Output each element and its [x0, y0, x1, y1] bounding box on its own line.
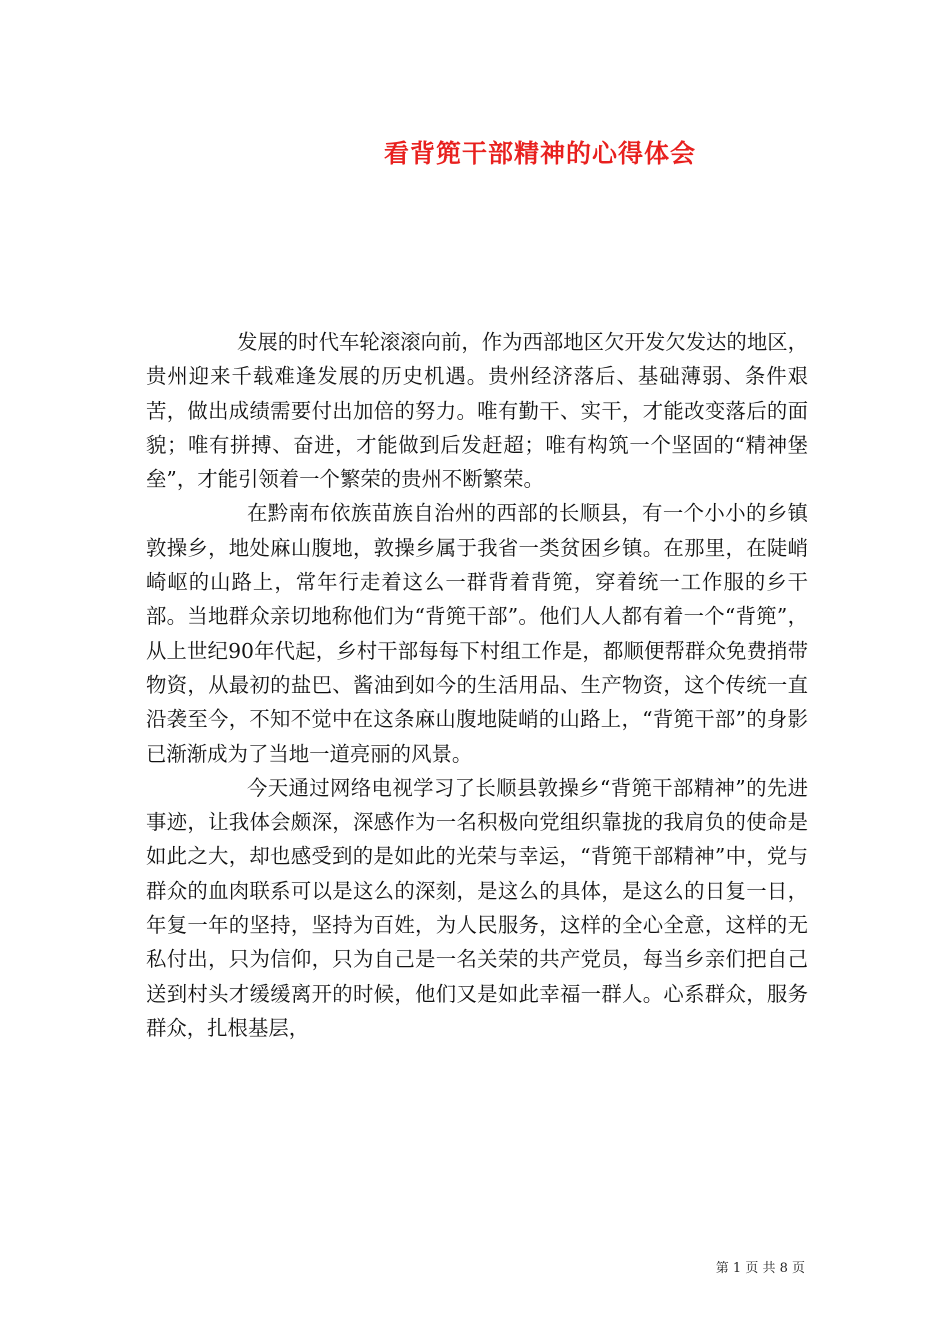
- paragraph-3: 今天通过网络电视学习了长顺县敦操乡“背篼干部精神”的先进事迹，让我体会颇深，深感作为一名积极向党组织靠拢的我肩负的使命是如此之大，却也感受到的是如此的光荣与幸运，“背篼干部精神”中，党与群众的血肉联系可以是这么的深刻，是这么的具体，是这么的日复一日，年复一年的坚持，坚持为百姓，为人民服务，这样的全心全意，这样的无私付出，只为信仰，只为自己是一名关荣的共产党员，每当乡亲们把自己送到村头才缓缓离开的时候，他们又是如此幸福一群人。心系群众，服务群众，扎根基层，: [146, 775, 808, 1040]
- document-title: 看背篼干部精神的心得体会: [383, 139, 696, 168]
- paragraph-2: 在黔南布依族苗族自治州的西部的长顺县，有一个小小的乡镇敦操乡，地处麻山腹地，敦操乡属于我省一类贫困乡镇。在那里，在陡峭崎岖的山路上，常年行走着这么一群背着背篼，穿着统一工作服的乡干部。当地群众亲切地称他们为“背篼干部”。他们人人都有着一个“背篼”，从上世纪90年代起，乡村干部每每下村组工作是，都顺便帮群众免费捎带物资，从最初的盐巴、酱油到如今的生活用品、生产物资，这个传统一直沿袭至今，不知不觉中在这条麻山腹地陡峭的山路上，“背篼干部”的身影已渐渐成为了当地一道亮丽的风景。: [146, 501, 808, 766]
- paragraph-1: 发展的时代车轮滚滚向前，作为西部地区欠开发欠发达的地区，贵州迎来千载难逢发展的历史机遇。贵州经济落后、基础薄弱、条件艰苦，做出成绩需要付出加倍的努力。唯有勤干、实干，才能改变落后的面貌；唯有拼搏、奋进，才能做到后发赶超；唯有构筑一个坚固的“精神堡垒”，才能引领着一个繁荣的贵州不断繁荣。: [146, 330, 808, 492]
- document-body: [146, 325, 808, 1045]
- page-number-footer: 第 1 页 共 8 页: [715, 1261, 805, 1276]
